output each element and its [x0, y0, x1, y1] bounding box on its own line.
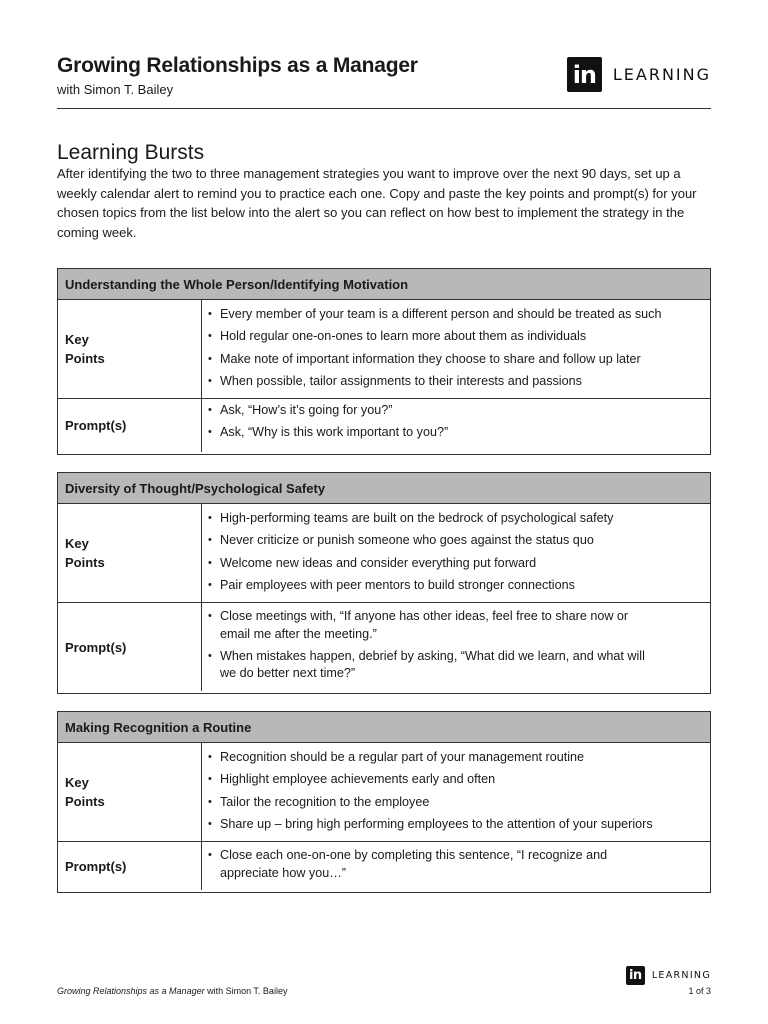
key-points-cell [202, 504, 710, 602]
footer-author: with Simon T. Bailey [204, 986, 288, 996]
burst-table [57, 711, 711, 893]
footer-course-title: Growing Relationships as a Manager [57, 986, 205, 996]
key-point: • Never criticize or punish someone who goes against the status quo [202, 531, 710, 549]
logo-wordmark: LEARNING [612, 65, 711, 84]
key-points-label: Key Points [58, 743, 202, 841]
key-point: • Share up – bring high performing employees to the attention of your superiors [202, 815, 710, 833]
key-point: • High-performing teams are built on the bedrock of psychological safety [202, 509, 710, 527]
burst-title: Diversity of Thought/Psychological Safety [58, 473, 710, 504]
document-header [57, 54, 711, 109]
prompts-label: Prompt(s) [58, 399, 202, 452]
key-points-row [58, 300, 710, 398]
prompts-row [58, 841, 710, 890]
prompts-cell [202, 399, 710, 452]
section-heading: Learning Bursts [57, 141, 205, 165]
prompts-label: Prompt(s) [58, 603, 202, 691]
prompt: • When mistakes happen, debrief by asking, “What did we learn, and what will we do better next time?” [202, 648, 650, 683]
prompt: • Ask, “Why is this work important to you?” [202, 423, 710, 441]
key-points-label: Key Points [58, 300, 202, 398]
prompt: • Close meetings with, “If anyone has other ideas, feel free to share now or email me after the meeting.” [202, 608, 650, 643]
prompts-row [58, 602, 710, 691]
key-points-cell [202, 743, 710, 841]
logo-wordmark: LEARNING [651, 970, 711, 981]
key-point: • Welcome new ideas and consider everything put forward [202, 554, 710, 572]
key-points-row [58, 743, 710, 841]
key-points-label: Key Points [58, 504, 202, 602]
key-point: • Every member of your team is a different person and should be treated as such [202, 305, 710, 323]
prompts-cell [202, 603, 710, 691]
key-point: • When possible, tailor assignments to their interests and passions [202, 372, 710, 390]
burst-table [57, 268, 711, 455]
key-point: • Highlight employee achievements early and often [202, 770, 710, 788]
key-point: • Recognition should be a regular part of your management routine [202, 748, 710, 766]
prompts-label: Prompt(s) [58, 842, 202, 890]
burst-table [57, 472, 711, 694]
footer-course-credit [57, 986, 287, 996]
document-title: Growing Relationships as a Manager [57, 54, 418, 77]
document-subtitle: with Simon T. Bailey [57, 82, 174, 97]
burst-title: Making Recognition a Routine [58, 712, 710, 743]
linkedin-icon: in [626, 966, 645, 985]
key-point: • Make note of important information they choose to share and follow up later [202, 350, 710, 368]
key-point: • Tailor the recognition to the employee [202, 793, 710, 811]
key-points-cell [202, 300, 710, 398]
linkedin-learning-logo [567, 57, 711, 92]
prompt: • Ask, “How’s it’s going for you?” [202, 401, 710, 419]
linkedin-icon: in [567, 57, 602, 92]
prompts-row [58, 398, 710, 452]
burst-title: Understanding the Whole Person/Identifying Motivation [58, 269, 710, 300]
prompt: • Close each one-on-one by completing this sentence, “I recognize and appreciate how you…” [202, 846, 620, 882]
key-points-row [58, 504, 710, 602]
intro-paragraph: After identifying the two to three management strategies you want to improve over the next 90 days, set up a weekly calendar alert to remind you to practice each one. Copy and paste the key points and prompt(s) for your chosen topics from the list below into the alert so you can reflect on how best to implement the strategy in the coming week. [57, 166, 697, 240]
page-number: 1 of 3 [688, 986, 711, 996]
linkedin-learning-logo-small [626, 966, 711, 985]
key-point: • Hold regular one-on-ones to learn more about them as individuals [202, 327, 710, 345]
prompts-cell [202, 842, 710, 890]
key-point: • Pair employees with peer mentors to build stronger connections [202, 576, 710, 594]
